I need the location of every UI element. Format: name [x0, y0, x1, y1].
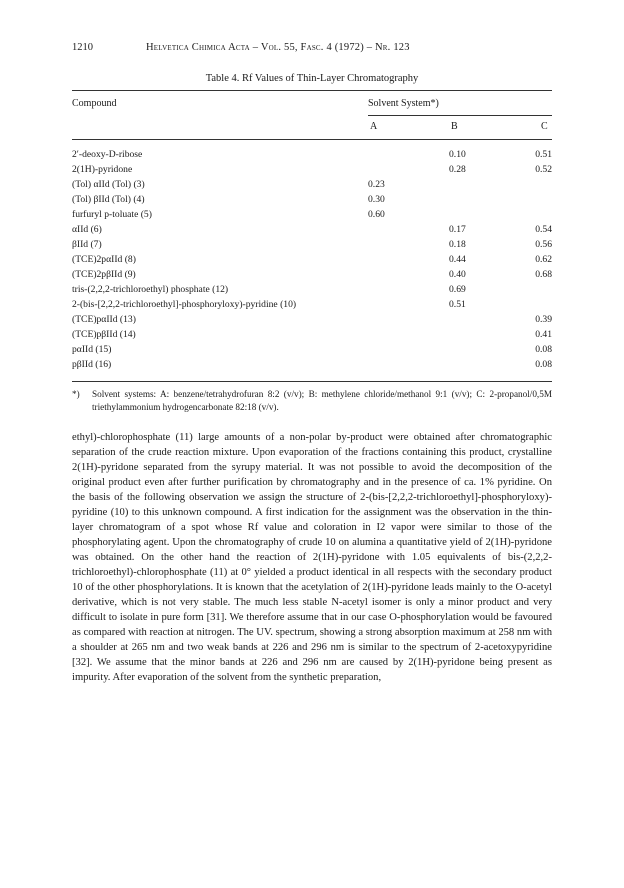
header-bottom-rule [72, 139, 552, 140]
header-col-c: C [541, 121, 548, 132]
cell-c: 0.52 [535, 164, 552, 175]
cell-compound: (TCE)pαIId (13) [72, 314, 136, 325]
table-row [72, 344, 552, 359]
cell-b: 0.40 [449, 269, 466, 280]
header-col-a: A [370, 121, 378, 132]
cell-b: 0.17 [449, 224, 466, 235]
table-title: Table 4. Rf Values of Thin-Layer Chromatography [205, 73, 419, 84]
cell-b: 0.69 [449, 284, 466, 295]
cell-compound: 2′-deoxy-D-ribose [72, 149, 143, 160]
cell-compound: (TCE)pβIId (14) [72, 329, 136, 340]
cell-compound: tris-(2,2,2-trichloroethyl) phosphate (12) [72, 284, 229, 295]
table-row [72, 179, 552, 194]
cell-compound: (TCE)2pαIId (8) [72, 254, 136, 265]
cell-compound: furfuryl p-toluate (5) [72, 209, 152, 220]
cell-c: 0.41 [535, 329, 552, 340]
cell-a: 0.30 [368, 194, 385, 205]
table-bottom-rule [72, 381, 552, 382]
body-text [72, 430, 552, 685]
cell-compound: 2-(bis-[2,2,2-trichloroethyl]-phosphoryloxy)-pyridine (10) [72, 299, 297, 310]
cell-compound: βIId (7) [72, 239, 102, 250]
table-row [72, 269, 552, 284]
header-col-b: B [451, 121, 458, 132]
solvent-system-rule [368, 115, 552, 116]
table-row [72, 314, 552, 329]
cell-b: 0.51 [449, 299, 466, 310]
table-row [72, 194, 552, 209]
footnote-mark: *) [72, 389, 80, 399]
cell-b: 0.18 [449, 239, 466, 250]
header-solvent-system: Solvent System*) [368, 98, 439, 109]
cell-compound: (Tol) βIId (Tol) (4) [72, 194, 145, 205]
cell-c: 0.08 [535, 344, 552, 355]
table-row [72, 359, 552, 374]
table-row [72, 209, 552, 224]
cell-a: 0.60 [368, 209, 385, 220]
cell-b: 0.10 [449, 149, 466, 160]
journal-line: Helvetica Chimica Acta – Vol. 55, Fasc. 4 (1972) – Nr. 123 [146, 42, 410, 53]
cell-c: 0.54 [535, 224, 552, 235]
cell-compound: 2(1H)-pyridone [72, 164, 133, 175]
table-row [72, 149, 552, 164]
footnote-text: Solvent systems: A: benzene/tetrahydrofuran 8:2 (v/v); B: methylene chloride/methanol 9:1 (v/v); C: 2-propanol/0,5M triethylammonium hydrogencarbonate 82:18 (v/v). [92, 389, 552, 412]
cell-c: 0.51 [535, 149, 552, 160]
body-paragraph: ethyl)-chlorophosphate (11) large amounts of a non-polar by-product were obtained after chromatographic separation of the crude reaction mixture. Upon evaporation of the fractions containing this product, crystalline 2(1H)-pyridone separated from the syrupy material. It was not possible to avoid the decomposition of the original product even after further purification by chromatography and in the presence of ca. 1% pyridine. On the basis of the following observation we assign the structure of 2-(bis-[2,2,2-trichloroethyl]-phosphoryloxy)-pyridine (10) to this unknown compound. A first indication for the assignment was the observation in the thin-layer chromatogram of a spot whose Rf value and coloration in I2 vapor were similar to those of the phosphorylating agent. Upon the chromatography of crude 10 on alumina a quantitative yield of 2(1H)-pyridone was obtained. On the other hand the reaction of 2(1H)-pyridone with 1.05 equivalents of bis-(2,2,2-trichloroethyl)-chlorophosphate (11) at 0° yielded a product identical in all respects with the secondary product 10 of the other phosphorylations. It is known that the acetylation of 2(1H)-pyridone leads mainly to the O-acetyl derivative, which is not very stable. The much less stable N-acetyl isomer is only a minor product and very difficult to isolate in pure form [31]. We therefore assume that in our case O-phosphorylation would be favoured as compared with reaction at nitrogen. The UV. spectrum, showing a strong absorption maximum at 258 nm with a shoulder at 265 nm and two weak bands at 226 and 296 nm is similar to the spectrum of 2-acetoxypyridine [32]. We assume that the minor bands at 226 and 296 nm are caused by 2(1H)-pyridone being present as impurity. After evaporation of the solvent from the synthetic preparation, [72, 432, 552, 683]
cell-c: 0.56 [535, 239, 552, 250]
table-row [72, 329, 552, 344]
table-row [72, 224, 552, 239]
cell-c: 0.39 [535, 314, 552, 325]
page-number: 1210 [72, 42, 93, 53]
table-top-rule [72, 90, 552, 91]
table-row [72, 254, 552, 269]
cell-c: 0.68 [535, 269, 552, 280]
cell-b: 0.28 [449, 164, 466, 175]
header-compound: Compound [72, 98, 117, 109]
cell-a: 0.23 [368, 179, 385, 190]
cell-compound: pαIId (15) [72, 344, 112, 355]
cell-compound: pβIId (16) [72, 359, 112, 370]
cell-c: 0.62 [535, 254, 552, 265]
cell-compound: αIId (6) [72, 224, 102, 235]
cell-compound: (Tol) αIId (Tol) (3) [72, 179, 145, 190]
cell-b: 0.44 [449, 254, 466, 265]
cell-compound: (TCE)2pβIId (9) [72, 269, 136, 280]
table-row [72, 284, 552, 299]
table-row [72, 239, 552, 254]
cell-c: 0.08 [535, 359, 552, 370]
table-row [72, 299, 552, 314]
table-row [72, 164, 552, 179]
